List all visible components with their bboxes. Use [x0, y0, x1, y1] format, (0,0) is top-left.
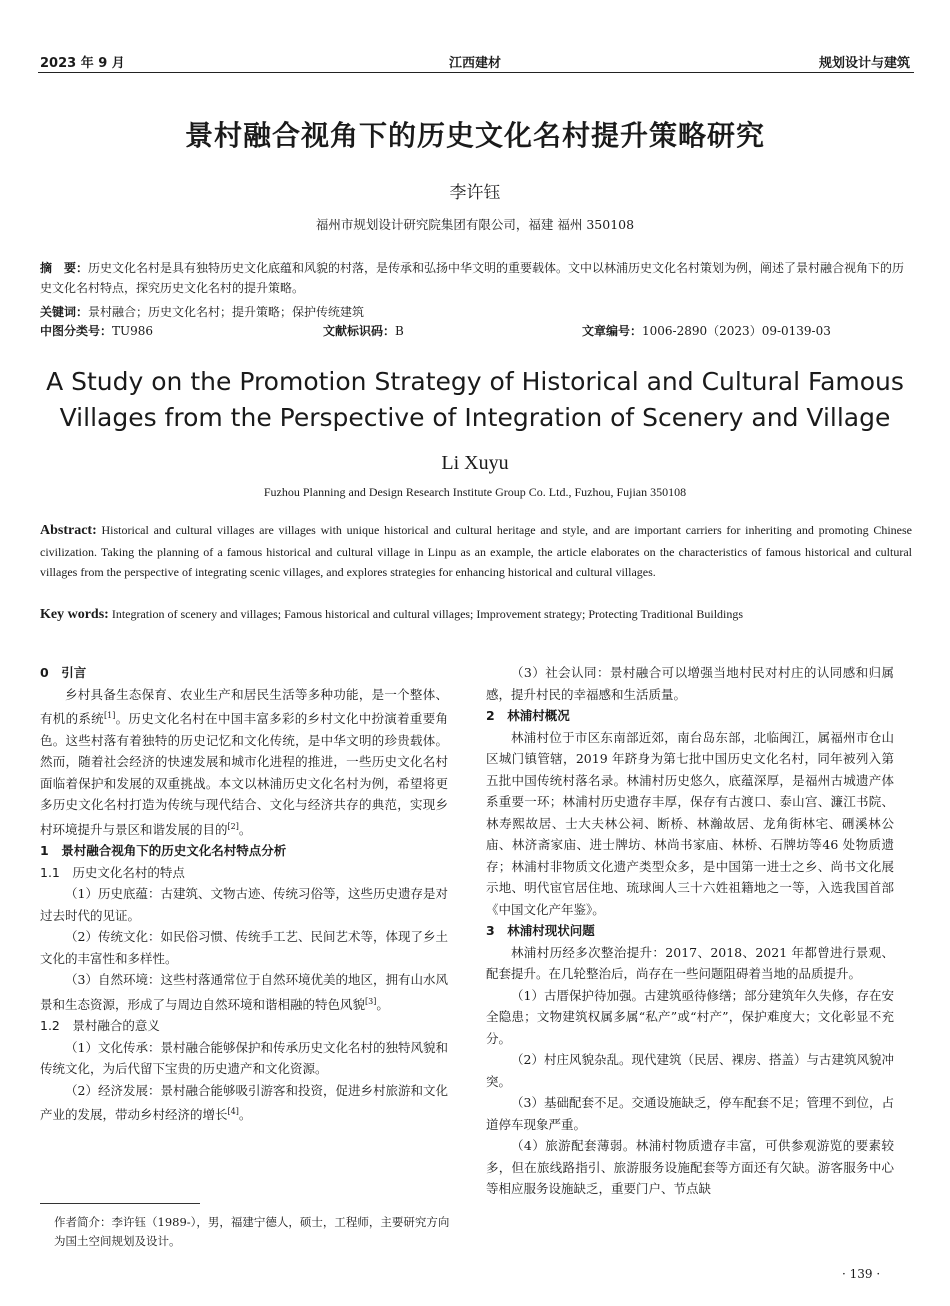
author-en: Li Xuyu [441, 452, 509, 474]
abstract-cn [40, 258, 912, 298]
list-item: （3）自然环境：这些村落通常位于自然环境优美的地区，拥有山水风景和生态资源，形成了与周边自然环境和谐相融的特色风貌[3]。 [40, 972, 448, 1012]
affiliation-cn: 福州市规划设计研究院集团有限公司，福建 福州 350108 [315, 217, 635, 232]
list-item: （4）旅游配套薄弱。林浦村物质遗存丰富，可供参观游览的要素较多，但在旅线路指引、旅游服务设施配套等方面还有欠缺。游客服务中心等相应服务设施缺乏，重要门户、节点缺 [486, 1138, 894, 1196]
list-item: （3）社会认同：景村融合可以增强当地村民对村庄的认同感和归属感，提升村民的幸福感和生活质量。 [486, 665, 894, 702]
keywords-cn [40, 302, 912, 322]
header-journal: 江西建材 [448, 56, 501, 71]
clc-value: TU986 [112, 324, 154, 338]
keywords-en-label: Key words: [40, 607, 109, 622]
section-3-heading: 3 林浦村现状问题 [486, 923, 595, 938]
keywords-en [40, 607, 912, 623]
title-en-line2: Villages from the Perspective of Integration of Scenery and Village [59, 403, 891, 432]
section-1-heading: 1 景村融合视角下的历史文化名村特点分析 [40, 843, 287, 859]
article-value: 1006-2890（2023）09-0139-03 [642, 324, 831, 338]
header-rule [38, 72, 914, 73]
article-label: 文章编号： [582, 324, 643, 338]
clc-code [40, 322, 153, 339]
author-cn: 李许钰 [449, 183, 501, 203]
header-section: 规划设计与建筑 [818, 56, 910, 71]
ref-1: [1] [103, 711, 116, 720]
abstract-cn-text: 历史文化名村是具有独特历史文化底蕴和风貌的村落，是传承和弘扬中华文明的重要载体。文中以林浦历史文化名村策划为例，阐述了景村融合视角下的历史文化名村特点，探究历史文化名村的提升策略。 [40, 261, 905, 295]
list-item: （2）村庄风貌杂乱。现代建筑（民居、裸房、搭盖）与古建筑风貌冲突。 [486, 1052, 894, 1089]
footnote-rule [40, 1203, 200, 1204]
title-en [0, 364, 950, 436]
intro-paragraph: 乡村具备生态保育、农业生产和居民生活等多种功能，是一个整体、有机的系统[1]。历史文化名村在中国丰富多彩的乡村文化中扮演着重要角色。这些村落有着独特的历史记忆和文化传统，是中华文明的珍贵载体。然而，随着社会经济的快速发展和城市化进程的推进，一些历史文化名村面临着保护和发展的双重挑战。本文以林浦历史文化名村为例，希望将更多历史文化名村打造为传统与现代结合、文化与经济共存的典范，实现乡村环境提升与景区和谐发展的目的[2]。 [40, 686, 448, 837]
issues-paragraph: 林浦村历经多次整治提升：2017、2018、2021 年都曾进行景观、配套提升。在几轮整治后，尚存在一些问题阻碍着当地的品质提升。 [486, 944, 894, 981]
ref-2: [2] [227, 821, 239, 831]
title-cn: 景村融合视角下的历史文化名村提升策略研究 [184, 119, 765, 152]
doc-value: B [395, 324, 404, 338]
section-1-1-heading: 1.1 历史文化名村的特点 [40, 864, 185, 880]
section-0-heading: 0 引言 [40, 665, 87, 680]
page-number: · 139 · [842, 1267, 881, 1281]
header-date: 2023 年 9 月 [40, 56, 125, 71]
section-2-heading: 2 林浦村概况 [486, 708, 570, 723]
keywords-cn-label: 关键词： [40, 305, 89, 319]
abstract-cn-label: 摘 要： [40, 261, 89, 275]
list-item: （1）历史底蕴：古建筑、文物古迹、传统习俗等，这些历史遗存是对过去时代的见证。 [40, 886, 448, 923]
list-item: （1）古厝保护待加强。古建筑亟待修缮；部分建筑年久失修，存在安全隐患；文物建筑权属多属“私产”或“村产”，保护难度大；文化彰显不充分。 [486, 987, 894, 1046]
keywords-cn-text: 景村融合；历史文化名村；提升策略；保护传统建筑 [88, 305, 365, 319]
ref-4: [4] [227, 1107, 239, 1117]
ref-3: [3] [365, 996, 377, 1006]
list-item: （1）文化传承：景村融合能够保护和传承历史文化名村的独特风貌和传统文化，为后代留下宝贵的历史遗产和文化资源。 [40, 1039, 448, 1077]
body-left-column [40, 662, 448, 1126]
doc-label: 文献标识码： [323, 324, 396, 338]
abstract-en [40, 520, 912, 583]
body-right-column [486, 662, 894, 1200]
abstract-en-label: Abstract: [40, 523, 97, 538]
section-1-2-heading: 1.2 景村融合的意义 [40, 1018, 160, 1034]
author-footnote: 作者简介：李许钰（1989-），男，福建宁德人，硕士，工程师，主要研究方向为国土空间规划及设计。 [54, 1215, 450, 1248]
article-number [582, 322, 831, 339]
keywords-en-text: Integration of scenery and villages; Famous historical and cultural villages; Improvement strategy; Protecting Traditional Buildings [111, 607, 744, 621]
list-item: （2）传统文化：如民俗习惯、传统手工艺、民间艺术等，体现了乡土文化的丰富性和多样性。 [40, 929, 448, 966]
affiliation-en: Fuzhou Planning and Design Research Institute Group Co. Ltd., Fuzhou, Fujian 350108 [263, 485, 687, 499]
doc-code [323, 322, 404, 339]
list-item: （3）基础配套不足。交通设施缺乏，停车配套不足；管理不到位，占道停车现象严重。 [486, 1095, 894, 1132]
list-item: （2）经济发展：景村融合能够吸引游客和投资，促进乡村旅游和文化产业的发展，带动乡村经济的增长[4]。 [40, 1082, 448, 1123]
title-en-line1: A Study on the Promotion Strategy of Historical and Cultural Famous [46, 367, 904, 396]
abstract-en-text: Historical and cultural villages are villages with unique historical and cultural heritage and style, and are important carriers for inheriting and promoting Chinese civilization. Taking the planning of a famous historical and cultural village in Linpu as an example, the article elaborates on the characteristics of famous historical and cultural villages from the perspective of integrating scenic villages, and explores strategies for enhancing historical and cultural villages. [40, 523, 913, 579]
overview-paragraph: 林浦村位于市区东南部近郊，南台岛东部，北临闽江，属福州市仓山区城门镇管辖，2019 年跻身为第七批中国历史文化名村，同年被列入第五批中国传统村落名录。林浦村历史悠久，底蕴深厚，是福州古城遗产体系重要一环；林浦村历史遗存丰厚，保存有古渡口、泰山宫、濂江书院、林寿熙故居、士大夫林公祠、断桥、林瀚故居、龙角街林宅、硎溪林公庙、林济斋家庙、进士牌坊、林尚书家庙、林桥、石牌坊等46 处物质遗存；林浦村非物质文化遗产类型众多，是中国第一进士之乡、尚书文化展示地、明代宦官居住地、琉球闽人三十六姓祖籍地之一等，入选我国首部《中国文化产年鉴》。 [486, 729, 894, 917]
clc-label: 中图分类号： [40, 324, 113, 338]
